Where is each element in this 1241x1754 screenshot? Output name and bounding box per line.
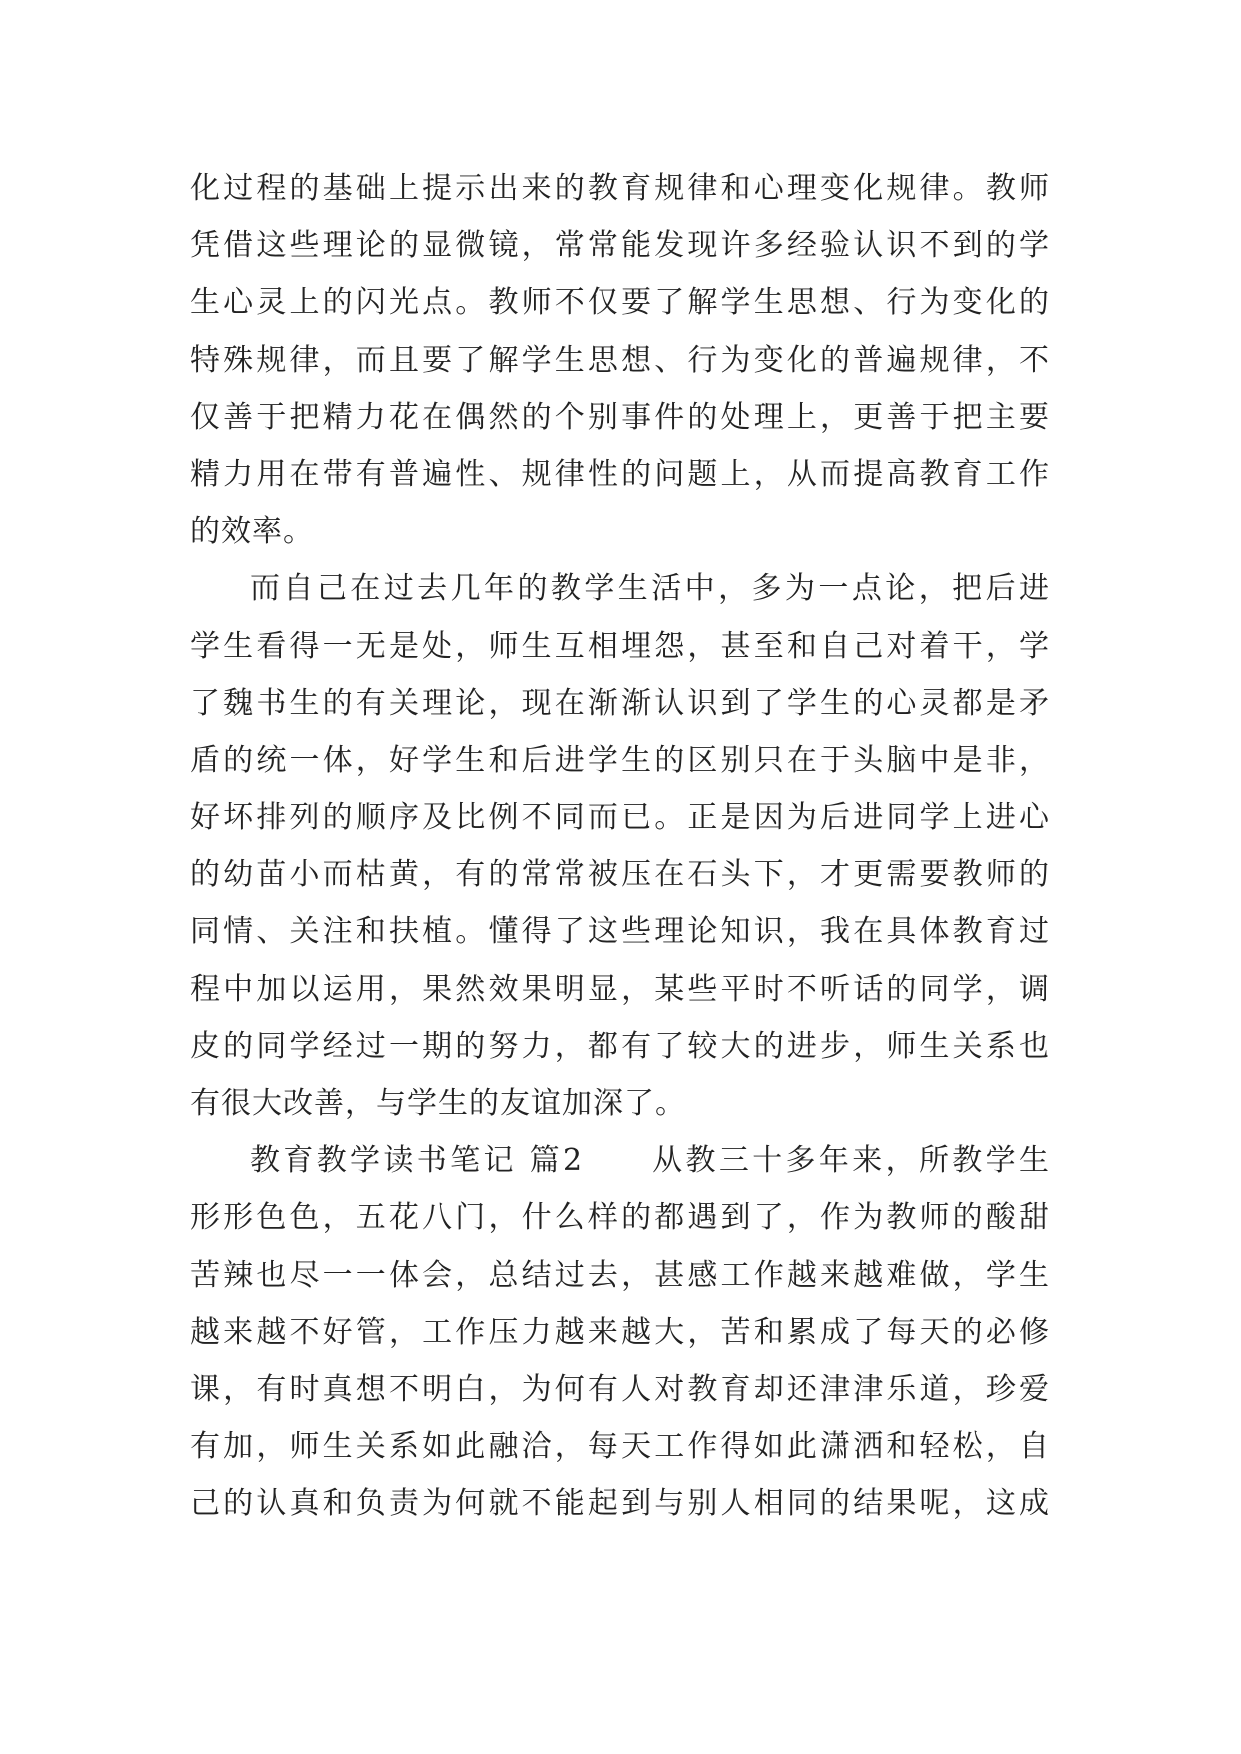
text-line: 皮的同学经过一期的努力，都有了较大的进步，师生关系也 [190, 1028, 1050, 1064]
text-line: 化过程的基础上提示出来的教育规律和心理变化规律。教师 [190, 171, 1050, 206]
text-line: 学生看得一无是处，师生互相埋怨，甚至和自己对着干，学 [190, 628, 1050, 664]
text-line: 的幼苗小而枯黄，有的常常被压在石头下，才更需要教师的 [190, 857, 1050, 893]
section-heading-line: 教育教学读书笔记 篇2 从教三十多年来，所教学生 [250, 1143, 1050, 1179]
text-line: 盾的统一体，好学生和后进学生的区别只在于头脑中是非， [190, 742, 1050, 778]
text-line: 了魏书生的有关理论，现在渐渐认识到了学生的心灵都是矛 [190, 685, 1050, 721]
text-line: 好坏排列的顺序及比例不同而已。正是因为后进同学上进心 [190, 800, 1050, 836]
text-line: 程中加以运用，果然效果明显，某些平时不听话的同学，调 [190, 971, 1050, 1007]
text-line: 的效率。 [190, 514, 314, 550]
paragraph-first-line: 而自己在过去几年的教学生活中，多为一点论，把后进 [250, 571, 1050, 607]
text-line: 精力用在带有普遍性、规律性的问题上，从而提高教育工作 [190, 456, 1050, 492]
text-line: 有很大改善，与学生的友谊加深了。 [190, 1086, 686, 1121]
text-line: 有加，师生关系如此融洽，每天工作得如此潇洒和轻松，自 [190, 1429, 1050, 1465]
text-line: 特殊规律，而且要了解学生思想、行为变化的普遍规律，不 [190, 342, 1050, 378]
text-line: 己的认真和负责为何就不能起到与别人相同的结果呢，这成 [190, 1486, 1050, 1522]
text-line: 课，有时真想不明白，为何有人对教育却还津津乐道，珍爱 [190, 1371, 1050, 1407]
text-line: 同情、关注和扶植。懂得了这些理论知识，我在具体教育过 [190, 914, 1050, 950]
document-body [190, 160, 1050, 1533]
text-line: 苦辣也尽一一体会，总结过去，甚感工作越来越难做，学生 [190, 1257, 1050, 1293]
text-line: 越来越不好管，工作压力越来越大，苦和累成了每天的必修 [190, 1314, 1050, 1350]
text-line: 仅善于把精力花在偶然的个别事件的处理上，更善于把主要 [190, 399, 1050, 435]
text-line: 凭借这些理论的显微镜，常常能发现许多经验认识不到的学 [190, 228, 1050, 264]
text-line: 生心灵上的闪光点。教师不仅要了解学生思想、行为变化的 [190, 285, 1050, 321]
text-line: 形形色色，五花八门，什么样的都遇到了，作为教师的酸甜 [190, 1200, 1050, 1236]
